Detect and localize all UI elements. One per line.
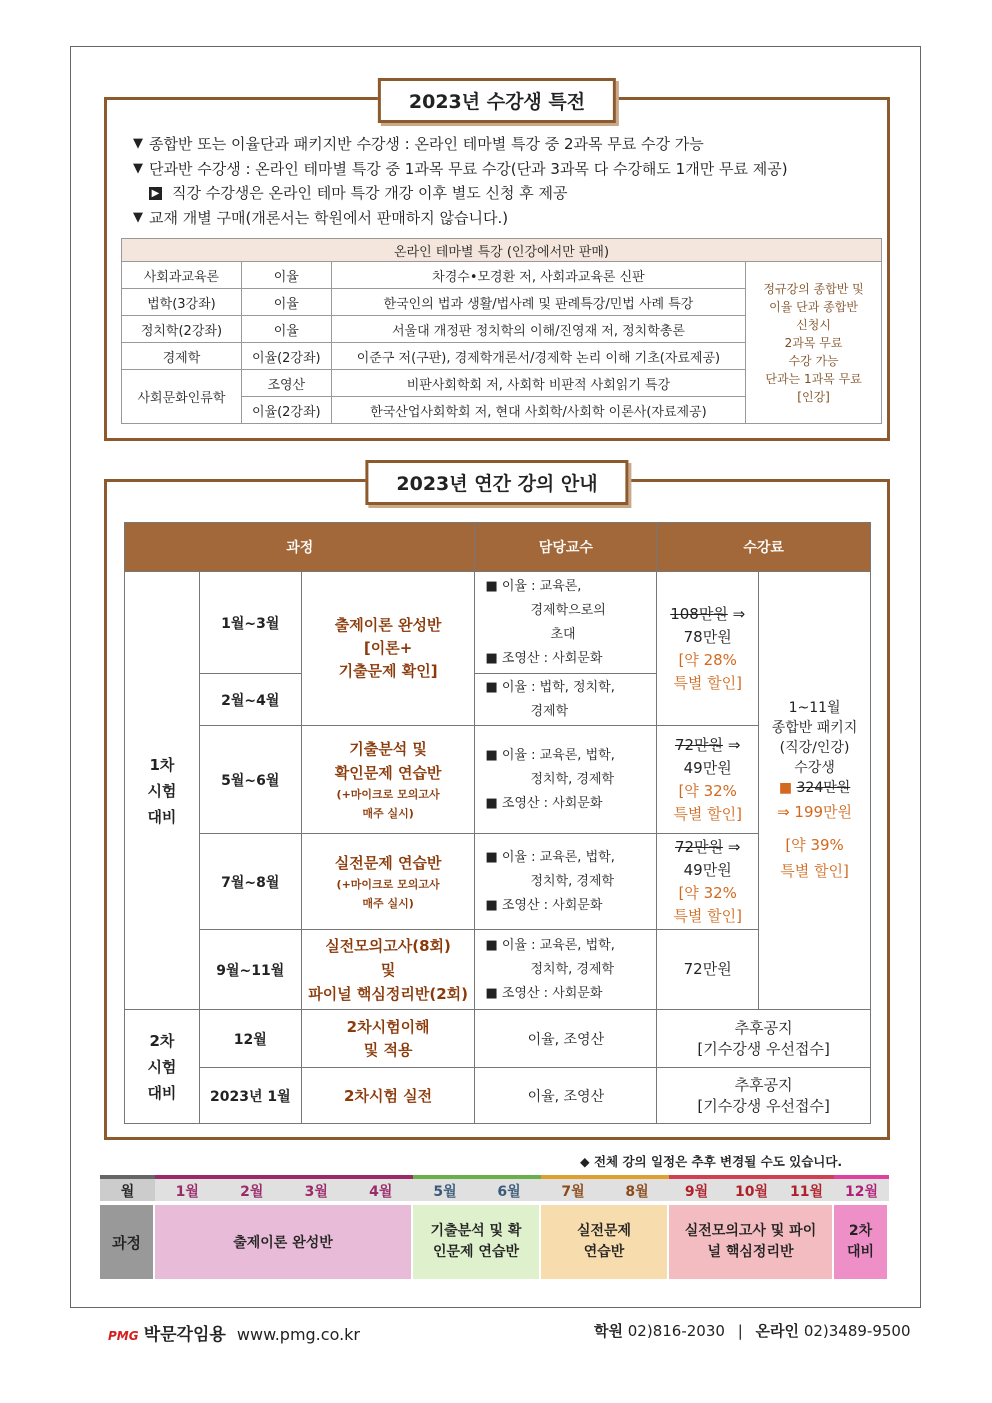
- benefit-item: ▼ 종합반 또는 이율단과 패키지반 수강생 : 온라인 테마별 특강 중 2과목 무료 수강 가능: [133, 132, 788, 157]
- benefit-item: ▼ 단과반 수강생 : 온라인 테마별 특강 중 1과목 무료 수강(단과 3과목 다 수강해도 1개만 무료 제공): [133, 157, 788, 182]
- calendar-block-mock: 실전모의고사 및 파이널 핵심정리반: [669, 1205, 832, 1279]
- course-theory: 출제이론 완성반 [이론+ 기출문제 확인]: [301, 572, 475, 726]
- fee-cell: 108만원 ⇒ 78만원 [약 28% 특별 할인]: [657, 572, 759, 726]
- benefits-title: 2023년 수강생 특전: [378, 78, 616, 123]
- table-row: 경제학 이율(2강좌) 이준구 저(구판), 경제학개론서/경제학 논리 이해 기초(자료제공): [122, 343, 882, 370]
- fee-cell: 추후공지 [기수강생 우선접수]: [657, 1068, 871, 1124]
- table-row: 7월~8월 실전문제 연습반 (+마이크로 모의고사 매주 실시) ■ 이율 : 교육론, 법학, 정치학, 경제학 ■ 조영산 : 사회문화 72만원 ⇒ 49만원 [약 32% 특별 할인]: [125, 834, 871, 930]
- calendar-month-row: 월 1월 2월 3월 4월 5월 6월 7월 8월 9월 10월 11월 12월: [100, 1175, 890, 1201]
- benefit-subitem: ▶ 직강 수강생은 온라인 테마 특강 개강 이후 별도 신청 후 제공: [133, 181, 788, 206]
- benefit-note: 정규강의 종합반 및 이율 단과 종합반 신청시 2과목 무료 수강 가능 단과는 1과목 무료 [인강]: [746, 262, 882, 424]
- table-header-row: 과정 담당교수 수강료: [125, 523, 871, 572]
- calendar-block-practice: 실전문제 연습반: [541, 1205, 667, 1279]
- gem-icon: ▼: [133, 209, 143, 225]
- table-row: 2023년 1월 2차시험 실전 이율, 조영산 추후공지 [기수강생 우선접수]: [125, 1068, 871, 1124]
- professor-cell: ■ 이율 : 교육론, 법학, 정치학, 경제학 ■ 조영산 : 사회문화: [475, 726, 657, 834]
- professor-cell: ■ 이율 : 교육론, 법학, 정치학, 경제학 ■ 조영산 : 사회문화: [475, 930, 657, 1010]
- professor-cell: ■ 이율 : 교육론, 법학, 정치학, 경제학 ■ 조영산 : 사회문화: [475, 834, 657, 930]
- table-row: 1차 시험 대비 1월~3월 출제이론 완성반 [이론+ 기출문제 확인] ■ 이율 : 교육론, 경제학으로의 초대 ■ 조영산 : 사회문화 108만원 ⇒ 78만원 [약 28% 특별 할인] 1~11월 종합반 패키지 (직강/인강) 수강생 ■ 324만원 ⇒ 199만원 [약 39% 특별 할인]: [125, 572, 871, 674]
- professor-cell: ■ 이율 : 법학, 정치학, 경제학: [475, 674, 657, 726]
- table-row: 사회문화인류학 조영산 비판사회학회 저, 사회학 비판적 사회읽기 특강: [122, 370, 882, 397]
- benefits-list: [133, 132, 788, 230]
- course-mock-exam: 실전모의고사(8회) 및 파이널 핵심정리반(2회): [301, 930, 475, 1010]
- fee-cell: 72만원 ⇒ 49만원 [약 32% 특별 할인]: [657, 834, 759, 930]
- pmg-logo: PMG: [108, 1329, 139, 1343]
- online-lecture-table: [121, 238, 882, 424]
- fee-cell: 추후공지 [기수강생 우선접수]: [657, 1010, 871, 1068]
- calendar-block-2nd: 2차 대비: [834, 1205, 887, 1279]
- table-row: 5월~6월 기출분석 및 확인문제 연습반 (+마이크로 모의고사 매주 실시) ■ 이율 : 교육론, 법학, 정치학, 경제학 ■ 조영산 : 사회문화 72만원 ⇒ 49만원 [약 32% 특별 할인]: [125, 726, 871, 834]
- calendar-block-analysis: 기출분석 및 확인문제 연습반: [413, 1205, 539, 1279]
- gem-icon: ▼: [133, 160, 143, 176]
- group-1st-exam: 1차 시험 대비: [125, 572, 200, 1010]
- table-header: 온라인 테마별 특강 (인강에서만 판매): [122, 239, 882, 262]
- course-analysis: 기출분석 및 확인문제 연습반 (+마이크로 모의고사 매주 실시): [301, 726, 475, 834]
- annual-table: [124, 522, 871, 1124]
- benefit-item: ▼ 교재 개별 구매(개론서는 학원에서 판매하지 않습니다.): [133, 206, 788, 231]
- calendar-course-row: 과정 출제이론 완성반 기출분석 및 확인문제 연습반 실전문제 연습반 실전모의고사 및 파이널 핵심정리반 2차 대비: [100, 1205, 890, 1279]
- benefits-box: [104, 91, 890, 441]
- annual-title: 2023년 연간 강의 안내: [365, 460, 628, 505]
- schedule-notice: ◆ 전체 강의 일정은 추후 변경될 수도 있습니다.: [580, 1154, 843, 1169]
- gem-icon: ▼: [133, 136, 143, 151]
- footer-brand: PMG 박문각임용 www.pmg.co.kr: [108, 1325, 360, 1345]
- arrow-box-icon: ▶: [149, 187, 162, 200]
- fee-cell: 72만원 ⇒ 49만원 [약 32% 특별 할인]: [657, 726, 759, 834]
- table-row: 2월~4월 ■ 이율 : 법학, 정치학, 경제학: [125, 674, 871, 726]
- professor-cell: ■ 이율 : 교육론, 경제학으로의 초대 ■ 조영산 : 사회문화: [475, 572, 657, 674]
- group-2nd-exam: 2차 시험 대비: [125, 1010, 200, 1124]
- table-row: 9월~11월 실전모의고사(8회) 및 파이널 핵심정리반(2회) ■ 이율 : 교육론, 법학, 정치학, 경제학 ■ 조영산 : 사회문화 72만원: [125, 930, 871, 1010]
- calendar-block-theory: 출제이론 완성반: [155, 1205, 411, 1279]
- table-row: 2차 시험 대비 12월 2차시험이해 및 적용 이율, 조영산 추후공지 [기수강생 우선접수]: [125, 1010, 871, 1068]
- table-row: 이율(2강좌) 한국산업사회학회 저, 현대 사회학/사회학 이론사(자료제공): [122, 397, 882, 424]
- course-practice: 실전문제 연습반 (+마이크로 모의고사 매주 실시): [301, 834, 475, 930]
- site-url[interactable]: www.pmg.co.kr: [236, 1325, 360, 1344]
- annual-box: [104, 473, 890, 1140]
- table-row: 사회과교육론 이율 차경수•모경환 저, 사회과교육론 신판 정규강의 종합반 및 이율 단과 종합반 신청시 2과목 무료 수강 가능 단과는 1과목 무료 [인강]: [122, 262, 882, 289]
- table-row: 법학(3강좌) 이율 한국인의 법과 생활/법사례 및 판례특강/민법 사례 특강: [122, 289, 882, 316]
- course-2nd-understanding: 2차시험이해 및 적용: [301, 1010, 475, 1068]
- footer-contact: 학원 02)816-2030 | 온라인 02)3489-9500: [594, 1322, 911, 1340]
- schedule-calendar: [100, 1175, 890, 1279]
- package-fee-cell: 1~11월 종합반 패키지 (직강/인강) 수강생 ■ 324만원 ⇒ 199만원 [약 39% 특별 할인]: [759, 572, 871, 1010]
- table-row: 정치학(2강좌) 이율 서울대 개정판 정치학의 이해/진영재 저, 정치학총론: [122, 316, 882, 343]
